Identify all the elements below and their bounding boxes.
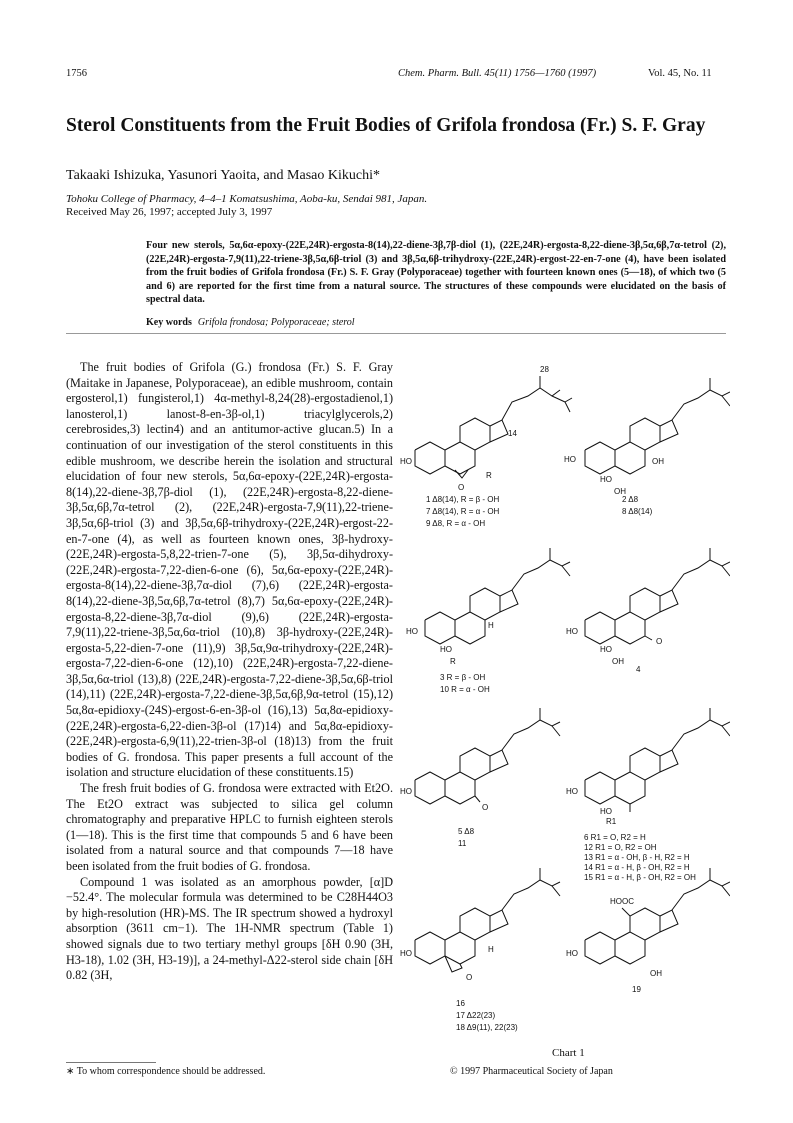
label-o: O (458, 483, 465, 492)
keywords (146, 317, 355, 328)
abstract-divider (66, 333, 726, 334)
legend-1-line1: 1 Δ8(14), R = β - OH (426, 495, 500, 504)
number-28: 28 (540, 365, 549, 374)
label-o: O (656, 637, 663, 646)
keywords-text: Grifola frondosa; Polyporaceae; sterol (197, 317, 355, 328)
keywords-label: Key words (146, 317, 192, 328)
number-14: 14 (508, 429, 517, 438)
label-ho: HO (400, 457, 412, 466)
label-ho: HO (400, 787, 412, 796)
legend-16-line3: 18 Δ9(11), 22(23) (456, 1023, 518, 1032)
label-ho: HO (440, 645, 452, 654)
body-paragraph: Compound 1 was isolated as an amorphous powder, [α]D −52.4°. The molecular formula was determined to be C28H44O3 by high-resolution (HR)-MS. The IR spectrum showed a hydroxyl absorption (3611 cm−1). The 1H-NMR spectrum (Table 1) showed signals due to two tertiary methyl groups [δH 0.90 (3H, H3-18), 1.02 (3H, H3-19)], a 24-methyl-Δ22-sterol side chain [δH 0.82 (3H, (66, 874, 393, 983)
legend-6-line1: 6 R1 = O, R2 = H (584, 833, 646, 842)
legend-2-line1: 2 Δ8 (622, 495, 639, 504)
copyright: © 1997 Pharmaceutical Society of Japan (450, 1066, 613, 1077)
legend-5-line1: 5 Δ8 (458, 827, 475, 836)
label-ho: HO (406, 627, 418, 636)
structure-4 (585, 548, 730, 644)
affiliation: Tohoku College of Pharmacy, 4–4–1 Komatsushima, Aoba-ku, Sendai 981, Japan. (66, 193, 428, 205)
label-ho: HO (600, 807, 612, 816)
legend-5-line2: 11 (458, 839, 467, 848)
journal-citation: Chem. Pharm. Bull. 45(11) 1756—1760 (1997) (398, 68, 597, 79)
label-oh: OH (652, 457, 664, 466)
structure-5 (415, 708, 560, 804)
structure-6 (585, 708, 730, 812)
received-dates: Received May 26, 1997; accepted July 3, 1997 (66, 206, 273, 218)
structure-1 (415, 376, 572, 478)
legend-16-line2: 17 Δ22(23) (456, 1011, 496, 1020)
label-h: H (488, 945, 494, 954)
label-ho: HO (566, 949, 578, 958)
legend-6-line2: 12 R1 = O, R2 = OH (584, 843, 657, 852)
legend-6-line3: 13 R1 = α - OH, β - H, R2 = H (584, 853, 690, 862)
structure-19 (585, 868, 730, 964)
legend-6-line5: 15 R1 = α - H, β - OH, R2 = OH (584, 873, 696, 882)
legend-19: 19 (632, 985, 641, 994)
label-o: O (482, 803, 489, 812)
label-hooc: HOOC (610, 897, 634, 906)
abstract: Four new sterols, 5α,6α-epoxy-(22E,24R)-ergosta-8(14),22-diene-3β,7β-diol (1), (22E,24R)-ergosta-8,22-diene-3β,5α,6β,7α-tetrol (2), (22E,24R)-ergosta-7,9(11),22-triene-3β,5α,6β-triol (3) and 3β,5α,6β-trihydroxy-(22E,24R)-ergost-22-en-7-one (4), have been isolated from the fruit bodies of Grifola frondosa (Fr.) S. F. Gray (Polyporaceae) together with fourteen known ones (5—18), of which two (5 and 6) are reported for the first time from a natural source. The structures of these compounds were elucidated on the basis of spectral data. (146, 240, 726, 306)
chart-caption: Chart 1 (552, 1047, 585, 1059)
label-r: R (450, 657, 456, 666)
structures-chart (400, 352, 730, 1042)
label-h: H (488, 621, 494, 630)
body-column (66, 360, 393, 984)
structure-16 (415, 868, 560, 972)
label-oh: OH (650, 969, 662, 978)
label-oh: OH (612, 657, 624, 666)
label-r: R (486, 471, 492, 480)
legend-3-line2: 10 R = α - OH (440, 685, 490, 694)
article-title: Sterol Constituents from the Fruit Bodies of Grifola frondosa (Fr.) S. F. Gray (66, 115, 706, 136)
label-ho: HO (566, 787, 578, 796)
volume-label: Vol. 45, No. 11 (648, 68, 712, 79)
author-list: Takaaki Ishizuka, Yasunori Yaoita, and Masao Kikuchi* (66, 168, 380, 183)
label-r1: R1 (606, 817, 617, 826)
label-ho: HO (600, 645, 612, 654)
body-paragraph: The fresh fruit bodies of G. frondosa were extracted with Et2O. The Et2O extract was subjected to silica gel column chromatography and preparative HPLC to furnish eighteen sterols (1—18). This is the first time that compounds 5 and 6 have been isolated from a natural source and that compounds 7—18 have been isolated from the fruit bodies of G. frondosa. (66, 781, 393, 873)
structure-3 (425, 548, 570, 644)
label-ho: HO (564, 455, 576, 464)
body-paragraph: The fruit bodies of Grifola (G.) frondosa (Fr.) S. F. Gray (Maitake in Japanese, Polyporaceae), an edible mushroom, contain ergosterol,1) fungisterol,1) 4α-methyl-8,24(28)-ergostadienol,1) lanosterol,1) lanost-8-en-3β-ol,1) triacylglycerols,2) cerebrosides,3) lectin4) and an antitumor-active glucan.5) In a continuation of our investigation of the sterol constituents in this edible mushroom, we describe herein the isolation and structural elucidation of four new sterols, 5α,6α-epoxy-(22E,24R)-ergosta-8(14),22-diene-3β,7β-diol (1), (22E,24R)-ergosta-8,22-diene-3β,5α,6β,7α-tetrol (2), (22E,24R)-ergosta-7,9(11),22-triene-3β,5α,6β-triol (3) and 3β,5α,6β-trihydroxy-(22E,24R)-ergost-22-en-7-one (4), as well as fourteen known ones, 3β-hydroxy-(22E,24R)-ergosta-5,8,22-trien-7-one (5), 3β,5α-dihydroxy-(22E,24R)-ergosta-7,22-dien-6-one (6), 5α,6α-epoxy-(22E,24R)-ergosta-8(14),22-diene-3β,7α-diol (7),6) (22E,24R)-ergosta-8(14),22-diene-3β,5α,6β,7α-tetrol (8),7) 5α,6α-epoxy-(22E,24R)-ergosta-8,22-diene-3β,7α-diol (9),6) (22E,24R)-ergosta-7,9(11),22-triene-3β,5α,6α-triol (10),8) 3β-hydroxy-(22E,24R)-ergosta-5,22-dien-7-one (11),9) 3β,5α,9α-trihydroxy-(22E,24R)-ergosta-7,22-dien-6-one (12),10) (22E,24R)-ergosta-7,22-diene-3β,5α,6α-triol (13),8) (22E,24R)-ergosta-7,22-diene-3β,5α,6β-triol (14),11) (22E,24R)-ergosta-7,22-diene-3β,5α,6β,9α-tetrol (15),12) 5α,8α-epidioxy-(24S)-ergost-6-en-3β-ol (16),13) 5α,8α-epidioxy-(22E,24R)-ergosta-6,22-dien-3β-ol (17)14) and 5α,8α-epidioxy-(22E,24R)-ergosta-6,9(11),22-trien-3β-ol (18)13) from the fruit bodies of G. frondosa. This paper presents a full account of the isolation and structure elucidation of these constituents.15) (66, 360, 393, 780)
label-ho: HO (600, 475, 612, 484)
legend-3-line1: 3 R = β - OH (440, 673, 486, 682)
legend-2-line2: 8 Δ8(14) (622, 507, 653, 516)
label-oh: OH (614, 487, 626, 496)
legend-1-line3: 9 Δ8, R = α - OH (426, 519, 486, 528)
legend-1-line2: 7 Δ8(14), R = α - OH (426, 507, 500, 516)
page-number: 1756 (66, 68, 87, 79)
label-o: O (466, 973, 473, 982)
footnote: ∗ To whom correspondence should be addressed. (66, 1066, 266, 1077)
legend-6-line4: 14 R1 = α - H, β - OH, R2 = H (584, 863, 690, 872)
legend-4: 4 (636, 665, 641, 674)
footnote-divider (66, 1062, 156, 1063)
label-ho: HO (400, 949, 412, 958)
legend-16-line1: 16 (456, 999, 465, 1008)
label-ho: HO (566, 627, 578, 636)
